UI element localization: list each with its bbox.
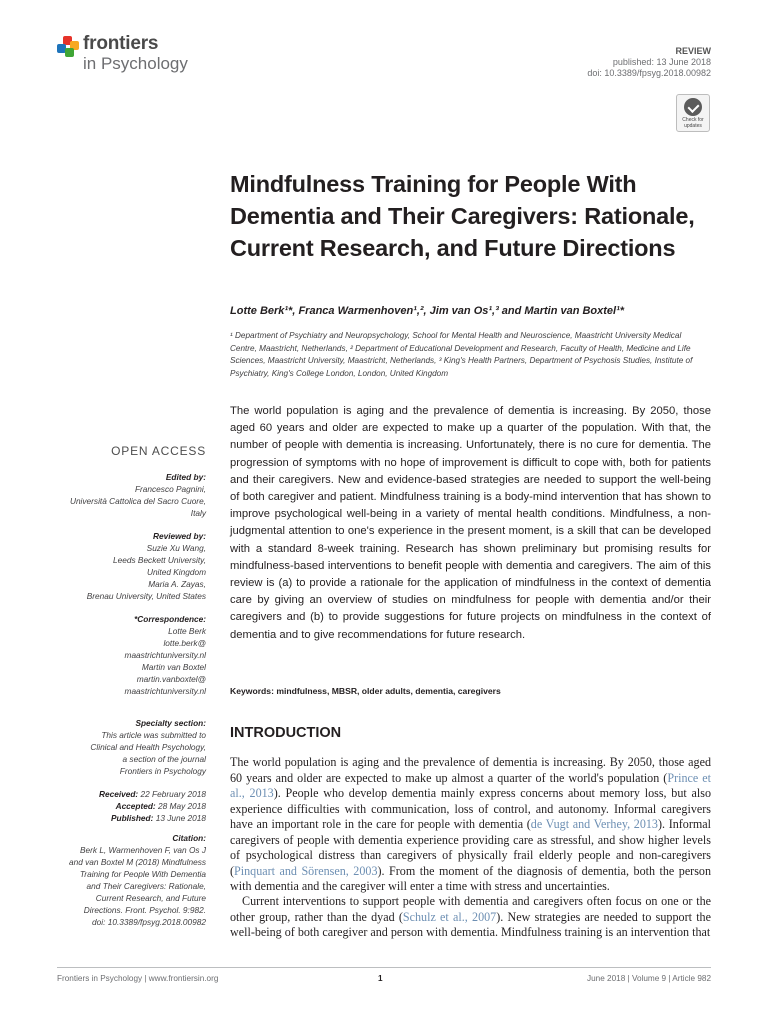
check-icon xyxy=(684,98,702,116)
check-for-updates-badge[interactable]: Check for updates xyxy=(676,94,710,132)
accepted-date: 28 May 2018 xyxy=(158,801,206,811)
citation-link[interactable]: de Vugt and Verhey, 2013 xyxy=(530,817,658,831)
edited-by-section: Edited by: Francesco Pagnini, Università Cattolica del Sacro Cuore, Italy xyxy=(36,471,206,519)
footer-journal[interactable]: Frontiers in Psychology | www.frontiersin.org xyxy=(57,974,219,983)
article-meta xyxy=(587,46,711,79)
reviewed-by-label: Reviewed by: xyxy=(152,531,206,541)
article-title: Mindfulness Training for People With Dementia and Their Caregivers: Rationale, Current Research, and Future Directions xyxy=(230,171,695,261)
email-link[interactable]: martin.vanboxtel@ xyxy=(136,674,206,684)
footer-issue: June 2018 | Volume 9 | Article 982 xyxy=(587,974,711,983)
intro-paragraph-1: The world population is aging and the prevalence of dementia is increasing. By 2050, those aged 60 years and older are expected to make up almost a quarter of the world's population (Prince et al., 2013). People who develop dementia mainly express concerns about memory loss, but also experience difficulties with communication, loss of control, and autonomy. Informal caregivers have an important role in the care for people with dementia (de Vugt and Verhey, 2013). Informal caregivers of people with dementia experience providing care as stressful, and show higher levels of psychological distress than caregivers of physically frail elderly people and non-caregivers (Pinquart and Sörensen, 2003). From the moment of the diagnosis of dementia, both the person with dementia and the caregiver will enter a time with stress and uncertainties. xyxy=(230,755,712,893)
specialty-section: Specialty section: This article was submitted to Clinical and Health Psychology, a section of the journal Frontiers in Psychology xyxy=(36,717,206,777)
keywords-text: mindfulness, MBSR, older adults, dementia, caregivers xyxy=(276,686,501,696)
correspondence-label: *Correspondence: xyxy=(134,614,206,624)
affiliations: ¹ Department of Psychiatry and Neuropsychology, School for Mental Health and Neuroscience, Maastricht University Medical Centre, Maastricht, Netherlands, ² Department of Educational Development and Research, Faculty of Health, Medicine and Life Sciences, Maastricht University, Maastricht, Netherlands, ³ King's Health Partners, Department of Psychosis Studies, Institute of Psychiatry, King's College London, London, United Kingdom xyxy=(230,331,693,378)
specialty-label: Specialty section: xyxy=(135,718,206,728)
citation-link[interactable]: Pinquart and Sörensen, 2003 xyxy=(234,863,378,878)
accepted-label: Accepted: xyxy=(115,801,156,811)
edited-by-label: Edited by: xyxy=(165,472,206,482)
published-label: Published: xyxy=(110,813,154,823)
page-number: 1 xyxy=(378,974,383,983)
reviewed-by-section: Reviewed by: Suzie Xu Wang, Leeds Beckett University, United Kingdom Maria A. Zayas, Brenau University, United States xyxy=(36,530,206,602)
citation-section: Citation: Berk L, Warmenhoven F, van Os J and van Boxtel M (2018) Mindfulness Training for People With Dementia and Their Caregivers: Rationale, Current Research, and Future Directions. Front. Psychol. 9:982. doi: 10.3389/fpsyg.2018.00982 xyxy=(36,832,206,928)
citation-link[interactable]: Schulz et al., 2007 xyxy=(402,909,497,924)
keywords-label: Keywords: xyxy=(230,686,274,696)
article-doi[interactable]: doi: 10.3389/fpsyg.2018.00982 xyxy=(587,68,711,78)
received-date: 22 February 2018 xyxy=(140,789,206,799)
citation-link[interactable]: Prince et al., 2013 xyxy=(230,770,711,800)
footer-divider xyxy=(57,967,711,968)
citation-label: Citation: xyxy=(172,833,206,843)
abstract: The world population is aging and the prevalence of dementia is increasing. By 2050, those aged 60 years and older are expected to make up a quarter of the population. With that, the number of people with dementia is increasing. Unfortunately, there is no cure for dementia. The progression of symptoms with no hope of improvement is difficult to cope with, both for patients and their caregivers. New and evidence-based strategies are needed to support the well-being of both caregiver and patient. Mindfulness training is a body-mind intervention that has shown to improve psychological well-being in a variety of mental health conditions. Mindfulness, a non-judgmental attention to one's experience in the present moment, is a skill that can be developed with a standard 8-week training. Research has shown preliminary but promising results for mindfulness-based interventions to benefit people with dementia and caregivers. The aim of this review is (a) to provide a rationale for the application of mindfulness in the context of dementia care by giving an overview of studies on mindfulness for people with dementia and/or their caregivers and (b) to provide suggestions for future projects on mindfulness in the context of dementia and to give recommendations for future research. xyxy=(230,405,711,641)
correspondence-section: *Correspondence: Lotte Berk lotte.berk@ maastrichtuniversity.nl Martin van Boxtel martin.vanboxtel@ maastrichtuniversity.nl xyxy=(36,613,206,697)
frontiers-logo-icon xyxy=(57,36,79,58)
email-link[interactable]: maastrichtuniversity.nl xyxy=(124,686,206,696)
journal-name: frontiers xyxy=(83,33,159,54)
email-link[interactable]: maastrichtuniversity.nl xyxy=(124,650,206,660)
journal-logo xyxy=(57,34,188,72)
intro-paragraph-2: Current interventions to support people with dementia and caregivers often focus on one or the other group, rather than the dyad (Schulz et al., 2007). New strategies are needed to support the well-being of both caregiver and person with dementia. Mindfulness training is an intervention that xyxy=(230,894,711,939)
section-heading: INTRODUCTION xyxy=(230,725,342,741)
open-access-label: OPEN ACCESS xyxy=(111,444,206,458)
published-date-side: 13 June 2018 xyxy=(155,813,206,823)
received-label: Received: xyxy=(98,789,139,799)
author-list: Lotte Berk¹*, Franca Warmenhoven¹,², Jim van Os¹,³ and Martin van Boxtel¹* xyxy=(230,305,625,317)
published-date: published: 13 June 2018 xyxy=(612,57,711,67)
keywords xyxy=(230,686,711,696)
dates-section xyxy=(36,788,206,824)
email-link[interactable]: lotte.berk@ xyxy=(163,638,206,648)
journal-subtitle: in Psychology xyxy=(83,54,188,73)
article-type: REVIEW xyxy=(675,46,711,56)
citation-doi[interactable]: doi: 10.3389/fpsyg.2018.00982 xyxy=(92,917,206,927)
